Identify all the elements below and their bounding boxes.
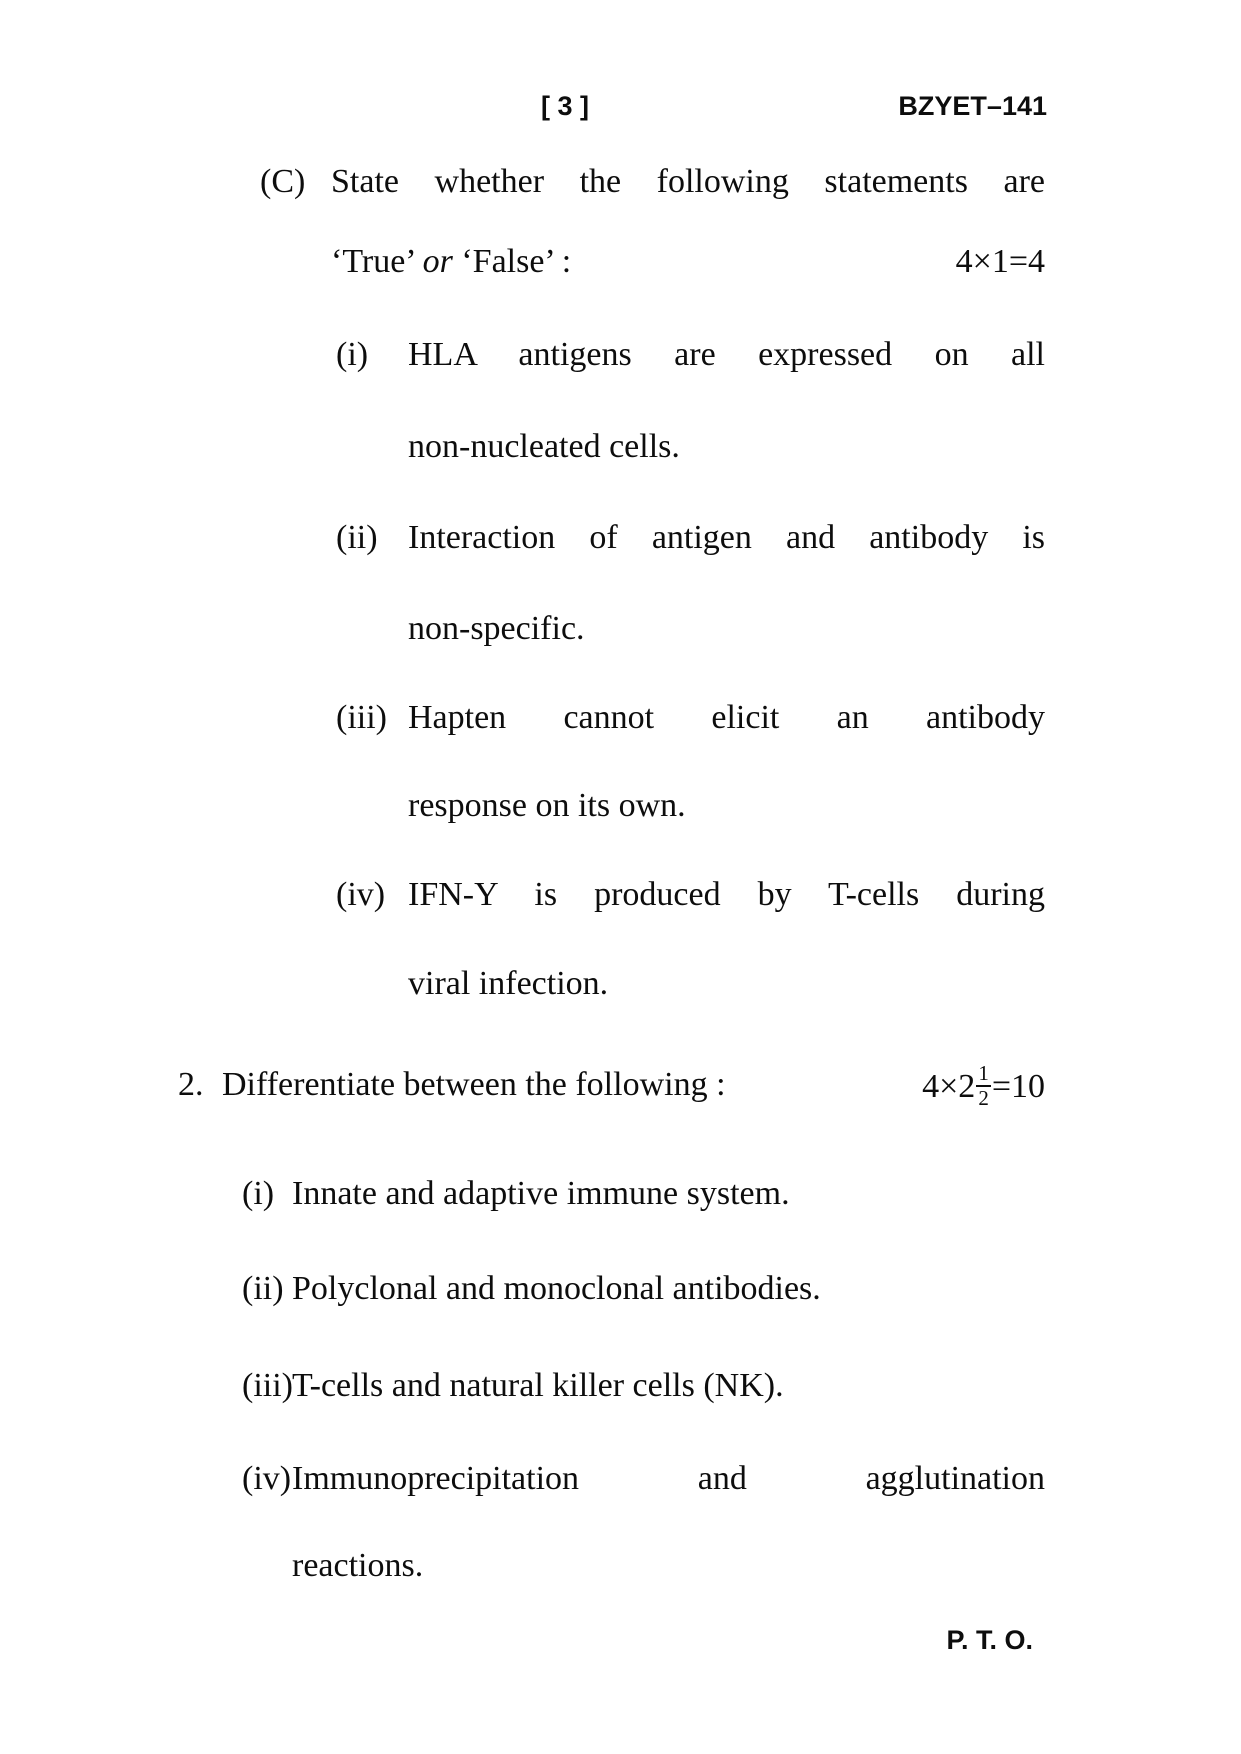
q2-item-iv-text-cont: reactions. bbox=[292, 1547, 424, 1584]
fraction-denominator: 2 bbox=[978, 1086, 989, 1110]
fraction-numerator: 1 bbox=[978, 1061, 989, 1085]
statement-iv-text: IFN-Y is produced by T-cells during bbox=[408, 876, 1045, 913]
statement-iv-line2 bbox=[178, 965, 1045, 1003]
q2-item-i bbox=[178, 1175, 1045, 1213]
statement-iii-line1 bbox=[178, 699, 1045, 737]
q2-item-iv-line1 bbox=[178, 1460, 1045, 1498]
quote-false: ‘False’ : bbox=[461, 243, 572, 280]
true-false-line bbox=[331, 243, 1045, 281]
question-c-intro-line2 bbox=[178, 243, 1045, 281]
q2-item-iv-label: (iv) bbox=[242, 1460, 292, 1497]
question-2-row bbox=[178, 1061, 1045, 1110]
q2-item-iii bbox=[178, 1367, 1045, 1405]
statement-ii-line2 bbox=[178, 610, 1045, 648]
statement-iv-text-cont: viral infection. bbox=[408, 965, 609, 1002]
question-c-intro-line1 bbox=[178, 163, 1045, 201]
statement-i-text: HLA antigens are expressed on all bbox=[408, 336, 1045, 373]
or-word: or bbox=[422, 243, 453, 280]
statement-i-text-cont: non-nucleated cells. bbox=[408, 428, 680, 465]
q2-item-iii-text: T-cells and natural killer cells (NK). bbox=[292, 1367, 784, 1404]
statement-i-label: (i) bbox=[336, 336, 369, 373]
question-2-marks bbox=[922, 1061, 1045, 1112]
statement-iii-line2 bbox=[178, 787, 1045, 825]
q2-item-ii bbox=[178, 1270, 1045, 1308]
question-2-body bbox=[222, 1061, 1045, 1112]
q2-item-ii-label: (ii) bbox=[242, 1270, 284, 1307]
page-number: [ 3 ] bbox=[541, 91, 590, 121]
paper-code: BZYET–141 bbox=[898, 91, 1047, 121]
q2-item-i-text: Innate and adaptive immune system. bbox=[292, 1175, 790, 1212]
page-turn-over-label: P. T. O. bbox=[946, 1625, 1033, 1655]
true-false-text bbox=[331, 243, 571, 281]
question-c-intro-text: State whether the following statements are bbox=[331, 163, 1045, 200]
statement-i-line2 bbox=[178, 428, 1045, 466]
statement-iii-text: Hapten cannot elicit an antibody bbox=[408, 699, 1045, 736]
question-c-label: (C) bbox=[260, 163, 306, 200]
quote-true: ‘True’ bbox=[331, 243, 415, 280]
q2-item-iv-text: Immunoprecipitation and agglutination bbox=[292, 1460, 1045, 1497]
question-c-marks: 4×1=4 bbox=[955, 243, 1045, 280]
q2-item-ii-text: Polyclonal and monoclonal antibodies. bbox=[292, 1270, 821, 1307]
statement-iii-text-cont: response on its own. bbox=[408, 787, 686, 824]
q2-item-iv-line2 bbox=[178, 1547, 1045, 1585]
marks-fraction bbox=[976, 1063, 991, 1109]
statement-ii-text: Interaction of antigen and antibody is bbox=[408, 519, 1045, 556]
statement-ii-text-cont: non-specific. bbox=[408, 610, 585, 647]
q2-item-i-label: (i) bbox=[242, 1175, 275, 1212]
statement-iv-label: (iv) bbox=[336, 876, 386, 913]
question-2-text: Differentiate between the following : bbox=[222, 1066, 726, 1103]
q2-item-iii-label: (iii) bbox=[242, 1367, 293, 1404]
question-2-number: 2. bbox=[178, 1066, 204, 1103]
statement-iii-label: (iii) bbox=[336, 699, 387, 736]
marks-prefix: 4×2 bbox=[922, 1067, 976, 1105]
page-body bbox=[178, 163, 1045, 1585]
marks-suffix: =10 bbox=[991, 1067, 1045, 1105]
statement-ii-label: (ii) bbox=[336, 519, 378, 556]
statement-i-line1 bbox=[178, 336, 1045, 374]
statement-iv-line1 bbox=[178, 876, 1045, 914]
statement-ii-line1 bbox=[178, 519, 1045, 557]
